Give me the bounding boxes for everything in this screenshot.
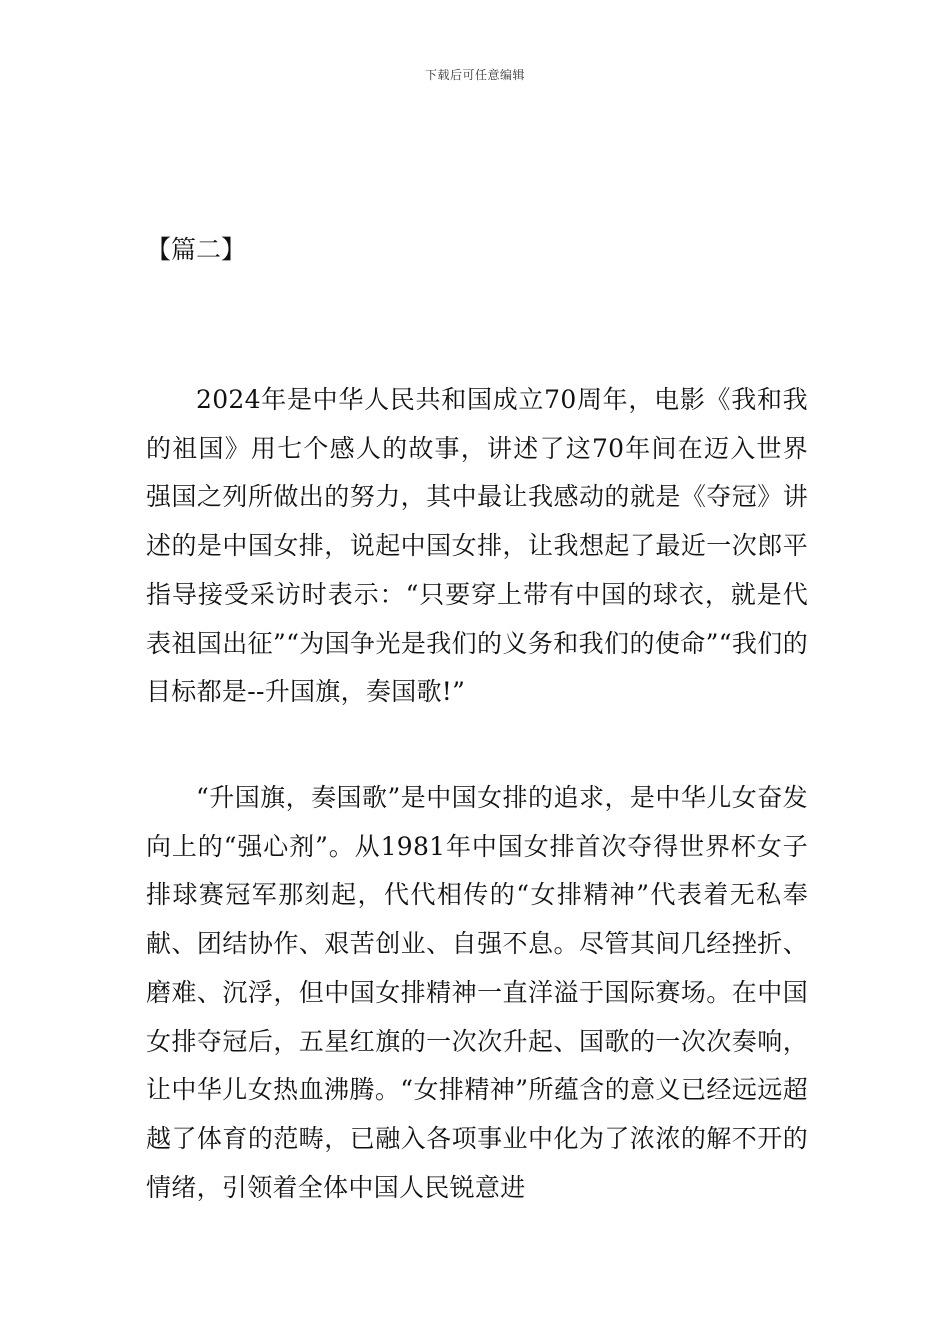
header-note: 下载后可任意编辑 [424,68,525,82]
paragraph-2: “升国旗，奏国歌”是中国女排的追求，是中华儿女奋发向上的“强心剂”。从1981年中国女排首次夺得世界杯女子排球赛冠军那刻起，代代相传的“女排精神”代表着无私奉献、团结协作、艰苦创业、自强不息。尽管其间几经挫折、磨难、沉浮，但中国女排精神一直洋溢于国际赛场。在中国女排夺冠后，五星红旗的一次次升起、国歌的一次次奏响，让中华儿女热血沸腾。“女排精神”所蕴含的意义已经远远超越了体育的范畴，已融入各项事业中化为了浓浓的解不开的情绪，引领着全体中国人民锐意进 [146,783,808,1202]
section-title: 【篇二】 [146,235,247,264]
paragraph-1: 2024年是中华人民共和国成立70周年，电影《我和我的祖国》用七个感人的故事，讲述了这70年间在迈入世界强国之列所做出的努力，其中最让我感动的就是《夺冠》讲述的是中国女排，说起中国女排，让我想起了最近一次郎平指导接受采访时表示：“只要穿上带有中国的球衣，就是代表祖国出征”“为国争光是我们的义务和我们的使命”“我们的目标都是--升国旗，奏国歌!” [146,385,808,707]
